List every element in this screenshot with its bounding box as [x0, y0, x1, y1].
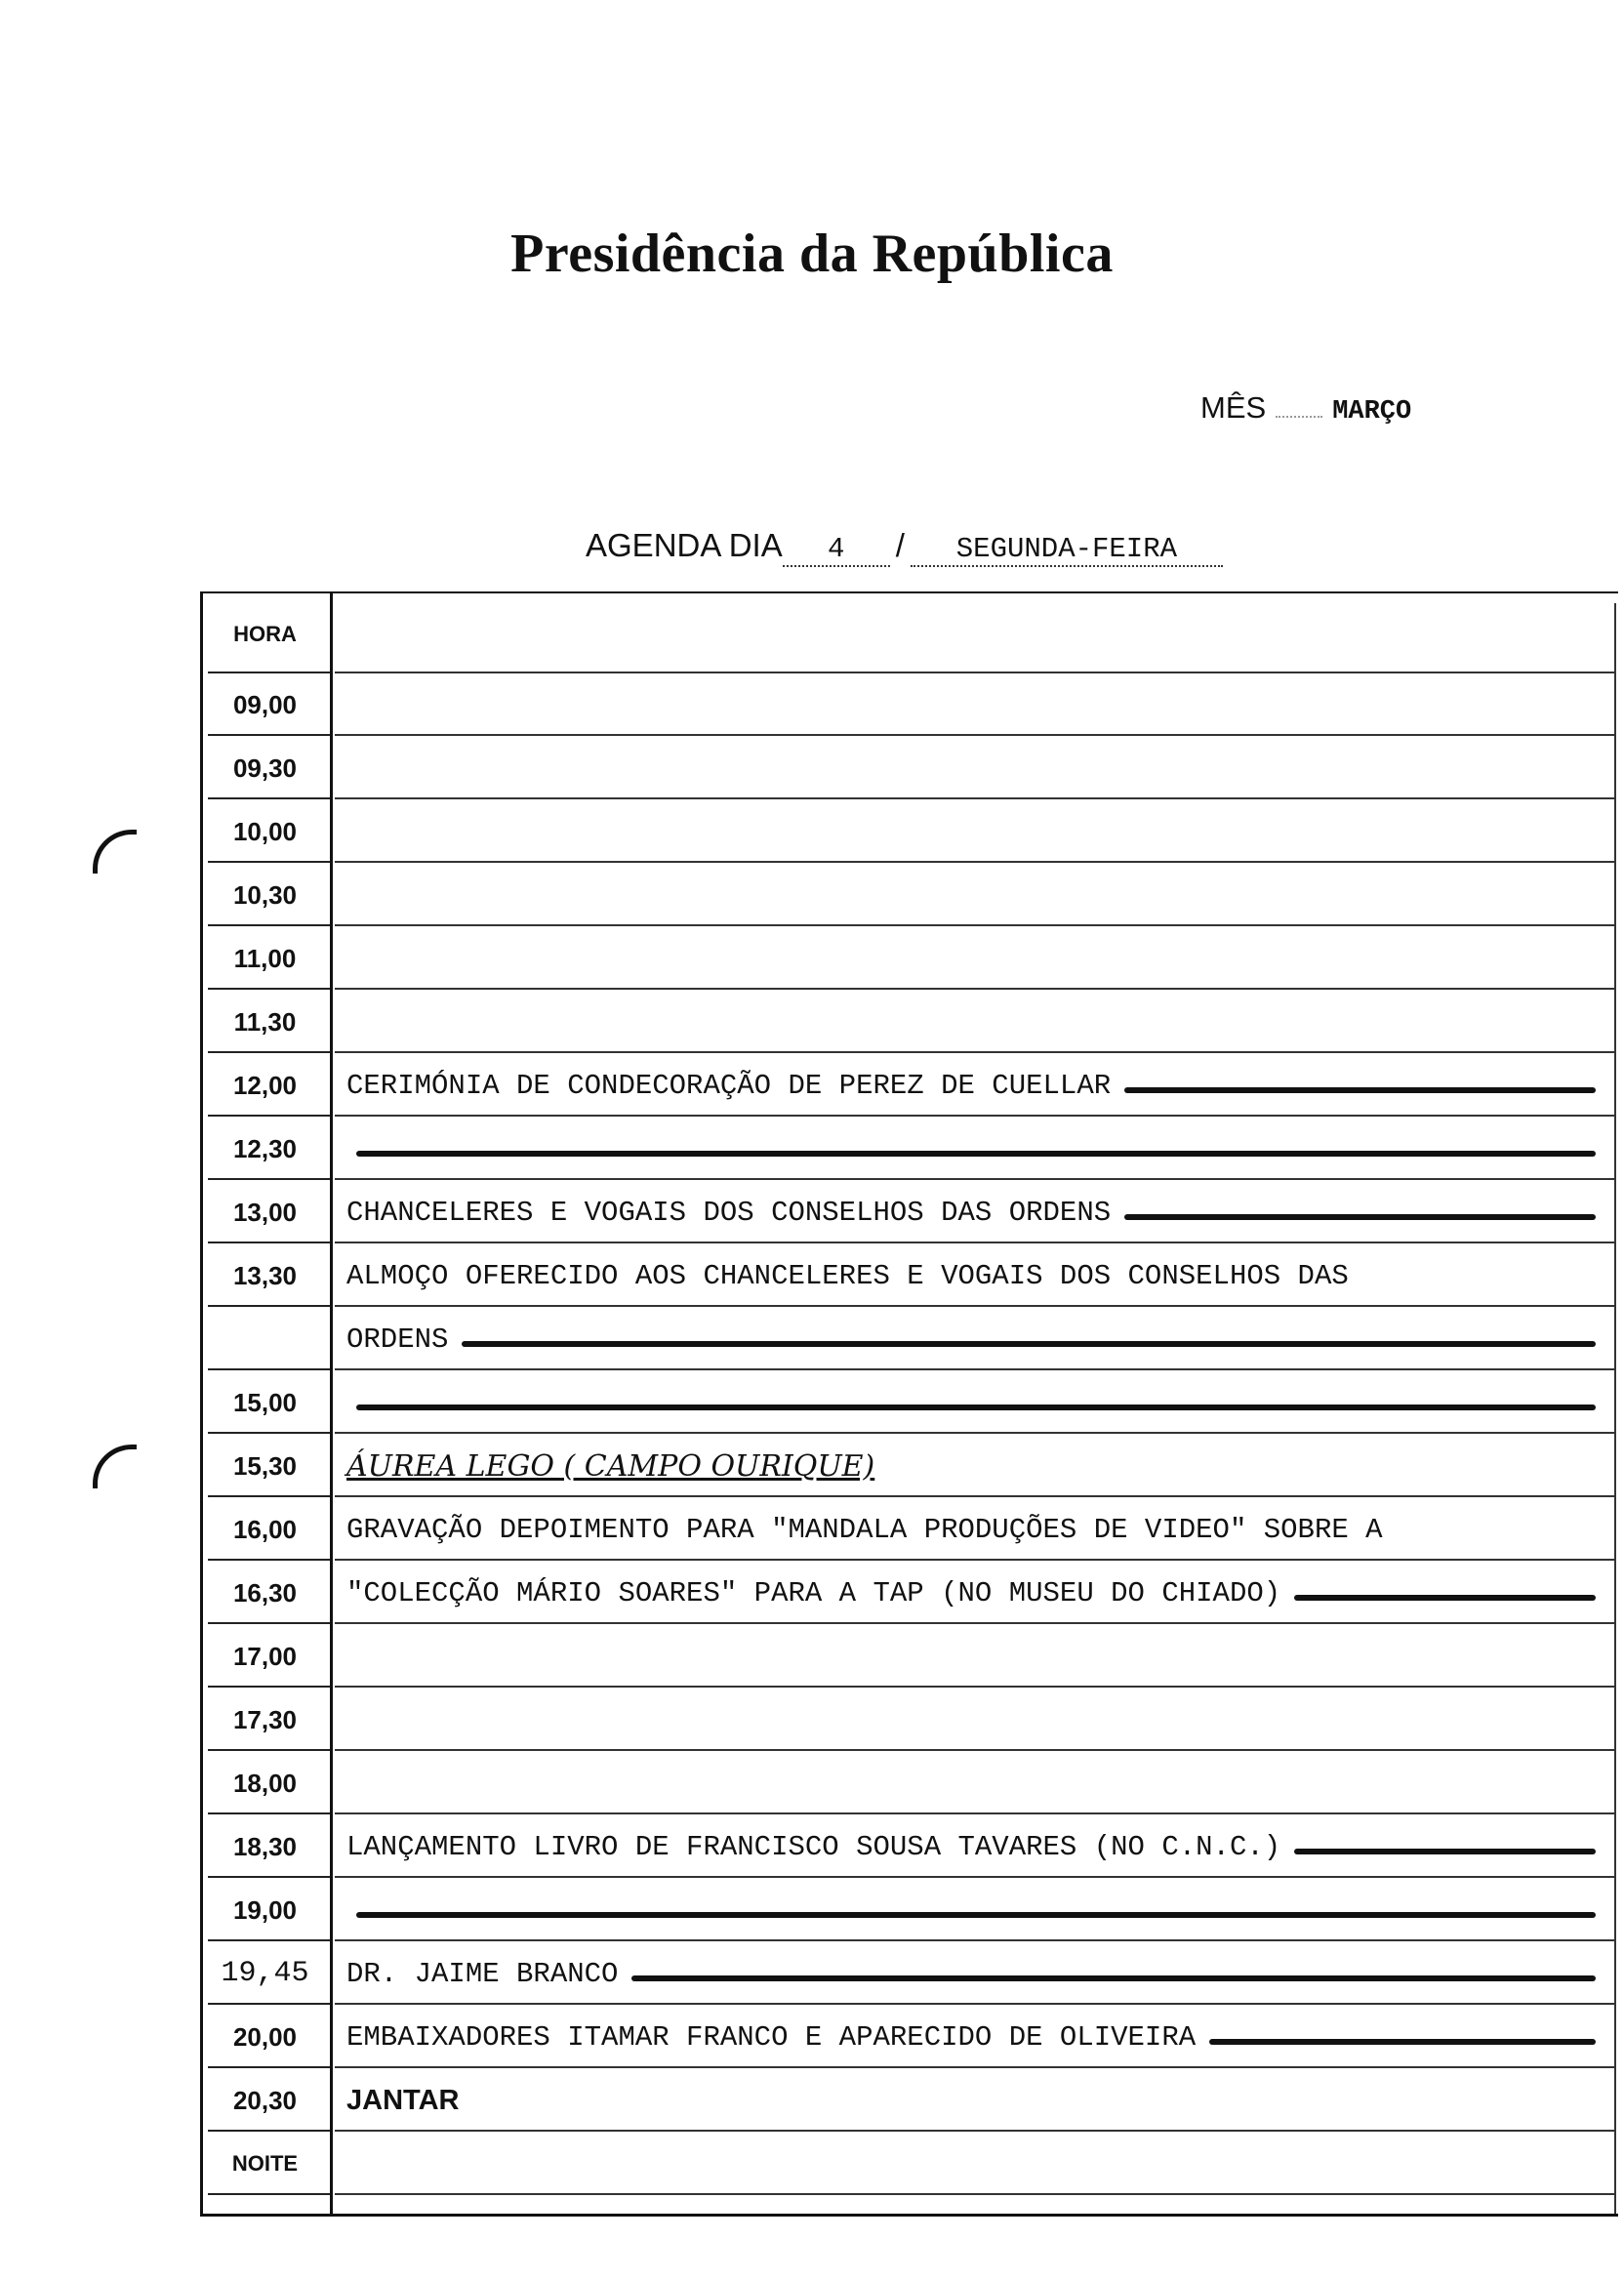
entry-text: ÁUREA LEGO ( CAMPO OURIQUE) — [346, 1448, 875, 1484]
row-divider — [335, 1686, 1615, 1688]
row-divider — [335, 1622, 1615, 1624]
row-divider — [208, 1178, 330, 1180]
agenda-label: AGENDA DIA — [586, 527, 783, 563]
month-field — [1200, 390, 1411, 427]
binder-hole-mark — [93, 1445, 137, 1488]
entry-text: CHANCELERES E VOGAIS DOS CONSELHOS DAS ORDENS — [346, 1196, 1112, 1229]
entry-text: "COLECÇÃO MÁRIO SOARES" PARA A TAP (NO MUSEU DO CHIADO) — [346, 1576, 1281, 1609]
entry-text: EMBAIXADORES ITAMAR FRANCO E APARECIDO DE OLIVEIRA — [346, 2020, 1197, 2054]
entry-text: ORDENS — [346, 1323, 449, 1356]
row-divider — [335, 988, 1615, 990]
entry-text: JANTAR — [346, 2084, 460, 2116]
table-row — [200, 2133, 1615, 2195]
agenda-entry — [346, 1244, 1596, 1307]
agenda-entry — [346, 1879, 1596, 1941]
agenda-entry — [346, 864, 1596, 926]
table-row — [200, 1308, 1615, 1370]
hour-cell: 10,30 — [232, 880, 298, 910]
handwritten-strike-line — [631, 1975, 1596, 1981]
row-divider — [208, 797, 330, 799]
page-title: Presidência da República — [510, 224, 1114, 284]
row-divider — [208, 1939, 330, 1941]
agenda-entry — [346, 1371, 1596, 1434]
agenda-entry — [346, 1054, 1596, 1117]
row-divider — [335, 1939, 1615, 1941]
hour-cell: 11,30 — [233, 1007, 297, 1037]
hour-cell — [200, 1308, 330, 1370]
handwritten-strike-line — [1209, 2039, 1596, 2045]
agenda-entry — [346, 1942, 1596, 2005]
row-divider — [335, 1305, 1615, 1307]
row-divider — [335, 1749, 1615, 1751]
table-row — [200, 1054, 1615, 1117]
row-divider — [335, 734, 1615, 736]
row-divider — [208, 1749, 330, 1751]
row-divider — [208, 2193, 330, 2195]
row-divider — [208, 2130, 330, 2132]
row-divider — [335, 1178, 1615, 1180]
handwritten-strike-line — [1294, 1849, 1596, 1854]
row-divider — [335, 2130, 1615, 2132]
agenda-entry — [346, 1308, 1596, 1370]
hour-cell: NOITE — [231, 2151, 299, 2176]
row-divider — [335, 2066, 1615, 2068]
row-divider — [208, 1812, 330, 1814]
row-divider — [208, 924, 330, 926]
hour-cell: 13,30 — [232, 1261, 298, 1290]
row-divider — [335, 1876, 1615, 1878]
table-row — [200, 1625, 1615, 1688]
hour-cell: 20,00 — [232, 2022, 298, 2052]
hour-cell: 19,00 — [232, 1895, 298, 1925]
row-divider — [335, 1242, 1615, 1243]
row-divider — [208, 1495, 330, 1497]
agenda-entry — [346, 1435, 1596, 1497]
hour-cell: 16,30 — [232, 1578, 298, 1608]
entry-text: ALMOÇO OFERECIDO AOS CHANCELERES E VOGAIS DOS CONSELHOS DAS — [346, 1259, 1349, 1292]
row-divider — [208, 1876, 330, 1878]
agenda-entry — [346, 2069, 1596, 2132]
row-divider — [208, 988, 330, 990]
hour-cell: 12,30 — [232, 1134, 298, 1163]
agenda-entry — [346, 1118, 1596, 1180]
table-row — [200, 1371, 1615, 1434]
handwritten-strike-line — [356, 1151, 1596, 1157]
row-divider — [208, 861, 330, 863]
hour-cell: 12,00 — [232, 1071, 298, 1100]
hour-cell: 10,00 — [232, 817, 298, 846]
row-divider — [208, 1368, 330, 1370]
hour-header: HORA — [233, 622, 297, 646]
hour-cell: 16,00 — [232, 1515, 298, 1544]
agenda-entry — [346, 737, 1596, 799]
table-row — [200, 1815, 1615, 1878]
table-row — [200, 800, 1615, 863]
agenda-entry — [346, 800, 1596, 863]
agenda-entry — [346, 1752, 1596, 1814]
agenda-day-value: 4 — [783, 533, 890, 567]
hour-cell: 13,00 — [232, 1198, 298, 1227]
hour-cell: 20,30 — [232, 2086, 298, 2115]
row-divider — [208, 1686, 330, 1688]
agenda-entry — [346, 2133, 1596, 2195]
table-row — [200, 1752, 1615, 1814]
table-row — [200, 991, 1615, 1053]
month-label: MÊS — [1200, 390, 1267, 425]
table-row — [200, 1498, 1615, 1561]
row-divider — [208, 1559, 330, 1561]
row-divider — [335, 2003, 1615, 2005]
entry-text: LANÇAMENTO LIVRO DE FRANCISCO SOUSA TAVARES (NO C.N.C.) — [346, 1830, 1281, 1863]
row-divider — [335, 1495, 1615, 1497]
agenda-entry — [346, 1498, 1596, 1561]
row-divider — [208, 1622, 330, 1624]
row-divider — [335, 1115, 1615, 1117]
agenda-entry — [346, 1181, 1596, 1243]
row-divider — [335, 1432, 1615, 1434]
table-row — [200, 673, 1615, 736]
row-divider — [208, 2066, 330, 2068]
agenda-entry — [346, 1689, 1596, 1751]
handwritten-strike-line — [1294, 1595, 1596, 1601]
agenda-day-field — [586, 527, 1223, 567]
hour-cell: 19,45 — [221, 1957, 309, 1990]
agenda-entry — [346, 673, 1596, 736]
table-row — [200, 1435, 1615, 1497]
hour-cell: 15,00 — [232, 1388, 298, 1417]
row-divider — [208, 734, 330, 736]
hour-cell: 17,00 — [232, 1642, 298, 1671]
agenda-entry — [346, 2006, 1596, 2068]
row-divider — [208, 1115, 330, 1117]
row-divider — [335, 797, 1615, 799]
table-row — [200, 2069, 1615, 2132]
handwritten-strike-line — [1124, 1087, 1596, 1093]
row-divider — [208, 1242, 330, 1243]
table-row — [200, 927, 1615, 990]
handwritten-strike-line — [462, 1341, 1596, 1347]
table-row — [200, 864, 1615, 926]
hour-cell: 18,00 — [232, 1769, 298, 1798]
table-row — [200, 1118, 1615, 1180]
agenda-entry — [346, 1625, 1596, 1688]
hour-cell: 18,30 — [232, 1832, 298, 1861]
row-divider — [335, 1368, 1615, 1370]
row-divider — [335, 924, 1615, 926]
agenda-entry — [346, 1562, 1596, 1624]
hour-cell: 09,00 — [232, 690, 298, 719]
handwritten-strike-line — [1124, 1214, 1596, 1220]
hour-cell: 09,30 — [232, 753, 298, 783]
table-row — [200, 737, 1615, 799]
agenda-entry — [346, 927, 1596, 990]
entry-text: GRAVAÇÃO DEPOIMENTO PARA "MANDALA PRODUÇÕES DE VIDEO" SOBRE A — [346, 1513, 1383, 1546]
hour-cell: 11,00 — [233, 944, 297, 973]
table-row — [200, 2006, 1615, 2068]
month-value: MARÇO — [1332, 397, 1412, 427]
hour-cell: 17,30 — [232, 1705, 298, 1734]
month-dotted-line — [1276, 416, 1322, 418]
table-row — [200, 1181, 1615, 1243]
row-divider — [208, 2003, 330, 2005]
row-divider — [335, 2193, 1615, 2195]
row-divider — [208, 1432, 330, 1434]
table-row — [200, 1244, 1615, 1307]
table-header-row — [200, 595, 1615, 673]
row-divider — [335, 861, 1615, 863]
entry-text: DR. JAIME BRANCO — [346, 1957, 619, 1990]
agenda-slash: / — [895, 527, 905, 563]
binder-hole-mark — [93, 830, 137, 874]
table-row — [200, 1879, 1615, 1941]
row-divider — [335, 1051, 1615, 1053]
entry-text: CERIMÓNIA DE CONDECORAÇÃO DE PEREZ DE CUELLAR — [346, 1069, 1112, 1102]
table-row — [200, 1942, 1615, 2005]
table-row — [200, 1689, 1615, 1751]
agenda-entry — [346, 991, 1596, 1053]
row-divider — [208, 1305, 330, 1307]
row-divider — [335, 1812, 1615, 1814]
handwritten-strike-line — [356, 1405, 1596, 1410]
row-divider — [208, 1051, 330, 1053]
handwritten-strike-line — [356, 1912, 1596, 1918]
agenda-entry — [346, 1815, 1596, 1878]
agenda-weekday-value: SEGUNDA-FEIRA — [911, 533, 1223, 567]
table-row — [200, 1562, 1615, 1624]
hour-cell: 15,30 — [232, 1451, 298, 1481]
row-divider — [335, 1559, 1615, 1561]
